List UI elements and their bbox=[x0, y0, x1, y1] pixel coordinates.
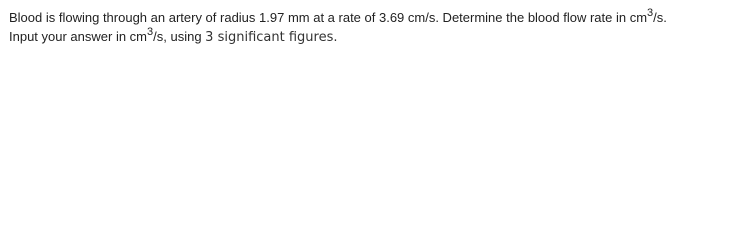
units-exponent: 3 bbox=[647, 6, 654, 19]
question-text bbox=[9, 8, 738, 27]
question-line1-end: /s. bbox=[653, 10, 667, 25]
instruction-suffix: /s, using bbox=[153, 29, 206, 44]
question-line1-text: Blood is flowing through an artery of radius 1.97 mm at a rate of 3.69 cm/s. Determine the blood flow rate in cm bbox=[9, 10, 648, 25]
significant-figures-hint: 3 significant figures. bbox=[205, 30, 338, 45]
instruction-prefix: Input your answer in cm bbox=[9, 29, 148, 44]
answer-instruction bbox=[9, 27, 738, 47]
question-panel bbox=[0, 0, 747, 53]
instruction-exponent: 3 bbox=[147, 25, 154, 38]
